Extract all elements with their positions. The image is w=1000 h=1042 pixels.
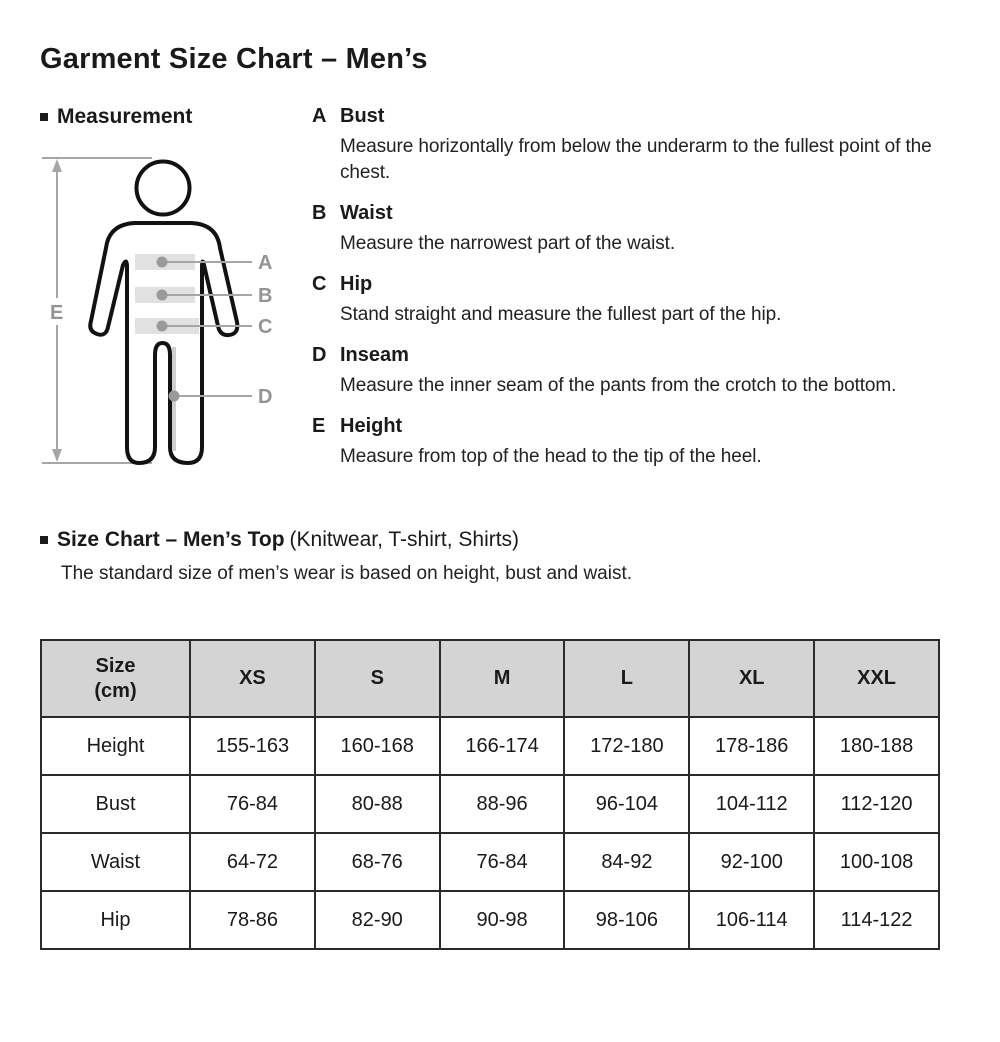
size-value-cell: 106-114	[689, 891, 814, 949]
measurement-term	[312, 273, 960, 295]
measurement-term-label: Hip	[340, 273, 373, 295]
size-value-cell: 96-104	[564, 775, 689, 833]
measurement-letter: A	[312, 105, 327, 127]
measurement-letter: B	[312, 202, 327, 224]
size-value-cell: 104-112	[689, 775, 814, 833]
measurement-letter: C	[312, 273, 327, 295]
measurement-section	[40, 105, 960, 486]
measurement-term-label: Bust	[340, 105, 385, 127]
measurement-term-label: Inseam	[340, 344, 409, 366]
column-header-m: M	[440, 640, 565, 717]
size-table	[40, 639, 940, 950]
measurement-term-label: Height	[340, 415, 403, 437]
size-value-cell: 180-188	[814, 717, 939, 775]
corner-header-line: Size	[95, 654, 136, 677]
size-value-cell: 100-108	[814, 833, 939, 891]
measurement-heading-label: Measurement	[57, 105, 193, 128]
measurement-letter: E	[312, 415, 326, 437]
arrow-down-icon	[52, 449, 62, 462]
square-bullet-icon	[40, 536, 48, 544]
measurement-term	[312, 105, 960, 127]
diagram-label-waist: B	[258, 285, 273, 307]
body-measurement-diagram	[40, 141, 312, 483]
size-value-cell: 178-186	[689, 717, 814, 775]
measurement-definitions	[312, 105, 960, 486]
header-row	[41, 640, 939, 717]
measurement-item-inseam	[312, 344, 960, 399]
row-label: Height	[41, 717, 190, 775]
measurement-item-height	[312, 415, 960, 470]
measurement-term	[312, 202, 960, 224]
column-header-s: S	[315, 640, 440, 717]
measurement-diagram-column	[40, 105, 312, 486]
size-value-cell: 112-120	[814, 775, 939, 833]
arrow-up-icon	[52, 159, 62, 172]
size-value-cell: 114-122	[814, 891, 939, 949]
size-value-cell: 76-84	[440, 833, 565, 891]
size-chart-heading-note: (Knitwear, T-shirt, Shirts)	[289, 528, 520, 551]
size-chart-heading	[40, 528, 960, 552]
size-value-cell: 90-98	[440, 891, 565, 949]
size-chart-subtitle: The standard size of men’s wear is based on height, bust and waist.	[61, 563, 633, 584]
size-value-cell: 160-168	[315, 717, 440, 775]
size-guide-page	[0, 42, 1000, 950]
corner-header-size-cm	[41, 640, 190, 717]
diagram-label-inseam: D	[258, 386, 273, 408]
page-title: Garment Size Chart – Men’s	[40, 43, 428, 75]
table-row-bust	[41, 775, 939, 833]
table-row-waist	[41, 833, 939, 891]
measurement-item-hip	[312, 273, 960, 328]
measurement-term	[312, 415, 960, 437]
diagram-label-height: E	[50, 302, 64, 324]
size-value-cell: 88-96	[440, 775, 565, 833]
size-chart-heading-text	[57, 528, 519, 552]
measurement-letter: D	[312, 344, 327, 366]
size-value-cell: 76-84	[190, 775, 315, 833]
table-row-hip	[41, 891, 939, 949]
size-value-cell: 92-100	[689, 833, 814, 891]
size-chart-heading-main: Size Chart – Men’s Top	[57, 528, 285, 551]
column-header-xs: XS	[190, 640, 315, 717]
diagram-label-bust: A	[258, 252, 273, 274]
column-header-xl: XL	[689, 640, 814, 717]
corner-header-line: (cm)	[94, 679, 137, 702]
measurement-description: Measure the inner seam of the pants from the crotch to the bottom.	[340, 375, 897, 396]
size-value-cell: 82-90	[315, 891, 440, 949]
column-header-l: L	[564, 640, 689, 717]
measurement-description: Measure horizontally from below the underarm to the fullest point of the chest.	[340, 136, 932, 183]
measurement-term-label: Waist	[340, 202, 393, 224]
size-table-head	[41, 640, 939, 717]
size-value-cell: 172-180	[564, 717, 689, 775]
measurement-term	[312, 344, 960, 366]
figure-head	[137, 162, 190, 215]
size-value-cell: 64-72	[190, 833, 315, 891]
row-label: Hip	[41, 891, 190, 949]
size-chart-section	[40, 528, 960, 950]
size-value-cell: 98-106	[564, 891, 689, 949]
size-value-cell: 80-88	[315, 775, 440, 833]
measurement-item-waist	[312, 202, 960, 257]
row-label: Waist	[41, 833, 190, 891]
size-value-cell: 78-86	[190, 891, 315, 949]
measurement-heading	[40, 105, 312, 129]
measurement-description: Measure the narrowest part of the waist.	[340, 233, 675, 254]
size-value-cell: 155-163	[190, 717, 315, 775]
size-value-cell: 166-174	[440, 717, 565, 775]
row-label: Bust	[41, 775, 190, 833]
diagram-label-hip: C	[258, 316, 273, 338]
column-header-xxl: XXL	[814, 640, 939, 717]
measurement-description: Measure from top of the head to the tip of the heel.	[340, 446, 762, 467]
measurement-item-bust	[312, 105, 960, 186]
table-row-height	[41, 717, 939, 775]
size-value-cell: 84-92	[564, 833, 689, 891]
size-table-body	[41, 717, 939, 949]
size-value-cell: 68-76	[315, 833, 440, 891]
measurement-description: Stand straight and measure the fullest part of the hip.	[340, 304, 782, 325]
square-bullet-icon	[40, 113, 48, 121]
